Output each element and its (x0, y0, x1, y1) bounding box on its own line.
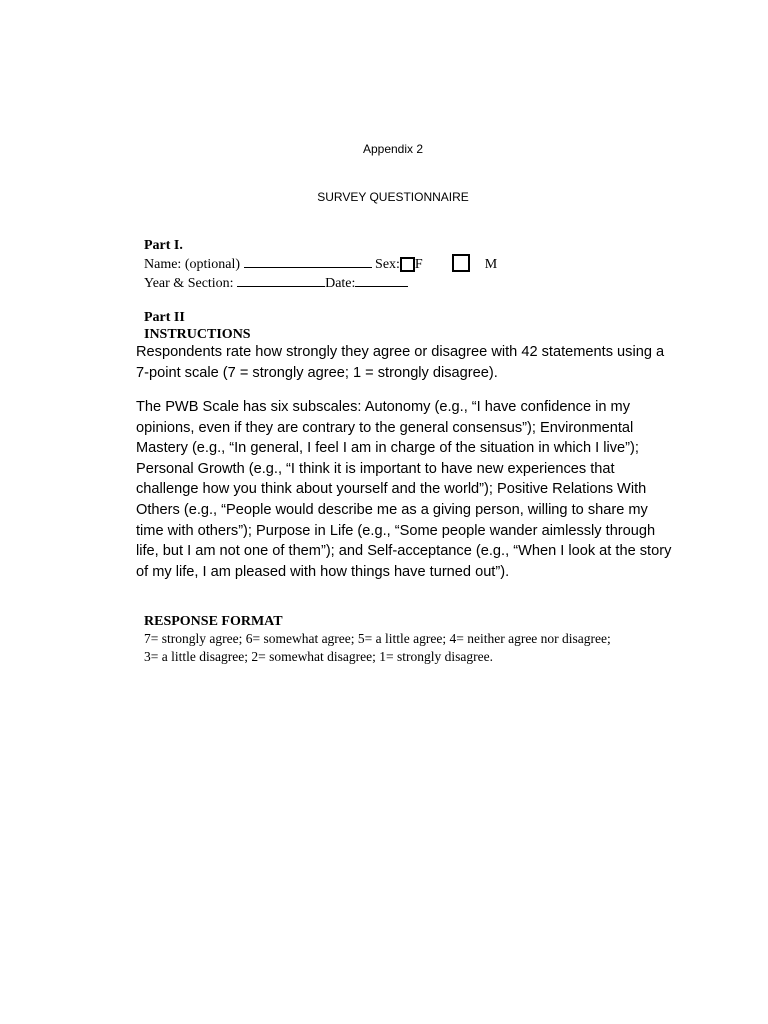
sex-f-label: F (414, 257, 423, 272)
survey-title: SURVEY QUESTIONNAIRE (317, 190, 469, 204)
year-section-field[interactable] (237, 273, 325, 287)
sex-label: Sex: (375, 257, 400, 272)
sex-f-checkbox[interactable] (400, 257, 415, 272)
date-field[interactable] (355, 273, 408, 287)
name-field[interactable] (244, 254, 372, 268)
year-section-row (144, 273, 664, 292)
year-section-label: Year & Section: (144, 276, 234, 291)
part1-section (144, 237, 664, 292)
pwb-scale-paragraph: The PWB Scale has six subscales: Autonomy (e.g., “I have confidence in my opinions, even if they are contrary to the general consensus”); Environmental Mastery (e.g., “In general, I feel I am in charge of the situation in which I live”); Personal Growth (e.g., “I think it is important to have new experiences that challenge how you think about yourself and the world”); Positive Relations With Others (e.g., “People would describe me as a giving person, willing to share my time with others”); Purpose in Life (e.g., “Some people wander aimlessly through life, but I am not one of them”); and Self-acceptance (e.g., “When I look at the story of my life, I am pleased with how things have turned out”). (136, 399, 672, 580)
part2-section (144, 309, 664, 343)
sex-m-checkbox[interactable] (452, 254, 470, 272)
sex-m-label: M (484, 257, 498, 272)
name-label: Name: (optional) (144, 257, 241, 272)
instructions-paragraph: Respondents rate how strongly they agree or disagree with 42 statements using a 7-point scale (7 = strongly agree; 1 = strongly disagree). (136, 344, 665, 381)
response-format-text: 7= strongly agree; 6= somewhat agree; 5= a little agree; 4= neither agree nor disagree; 3= a little disagree; 2= somewhat disagree; 1= strongly disagree. (144, 631, 611, 664)
response-format-section (144, 613, 624, 666)
part1-heading: Part I. (144, 238, 183, 253)
part2-heading: Part II (144, 310, 185, 325)
instructions-heading: INSTRUCTIONS (144, 327, 251, 342)
appendix-label: Appendix 2 (362, 142, 424, 156)
name-row (144, 254, 664, 273)
response-format-heading: RESPONSE FORMAT (144, 614, 283, 629)
date-label: Date: (325, 276, 356, 291)
